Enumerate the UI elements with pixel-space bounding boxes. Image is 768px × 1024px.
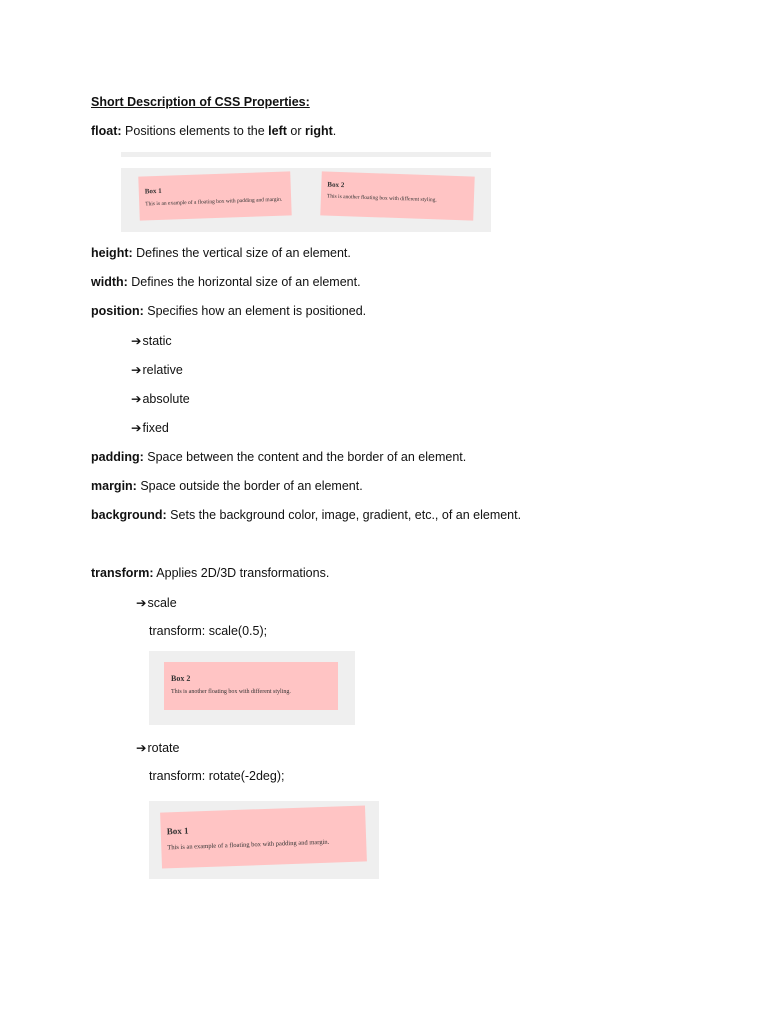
transform-item-scale	[136, 595, 177, 610]
position-value-text: relative	[142, 363, 183, 377]
keyword-right: right	[304, 124, 333, 138]
width-line	[91, 275, 361, 289]
arrow-icon: ➔	[131, 363, 142, 377]
arrow-icon: ➔	[131, 334, 142, 348]
period-text: .	[332, 124, 337, 138]
property-desc: Applies 2D/3D transformations.	[153, 566, 330, 580]
box-text: This is another floating box with different styling.	[171, 689, 291, 695]
property-desc: Specifies how an element is positioned.	[143, 304, 367, 318]
arrow-icon: ➔	[131, 392, 142, 406]
scaled-box	[164, 662, 338, 710]
rotate-demo-panel	[149, 801, 379, 879]
scale-demo-panel	[149, 651, 355, 725]
position-line	[91, 304, 366, 318]
transform-item-label: scale	[147, 596, 177, 610]
property-desc: Sets the background color, image, gradient, etc., of an element.	[166, 508, 522, 522]
position-value-item	[131, 391, 190, 406]
position-value-item	[131, 333, 172, 348]
margin-line	[91, 479, 363, 493]
box-title: Box 2	[327, 180, 345, 190]
property-desc: Defines the horizontal size of an element.	[127, 275, 361, 289]
box-title: Box 2	[171, 674, 191, 683]
property-name: position:	[91, 304, 144, 318]
arrow-icon: ➔	[136, 596, 147, 610]
box-title: Box 1	[166, 825, 189, 837]
float-demo-topbar	[121, 152, 491, 157]
float-box-2	[320, 171, 474, 220]
box-text: This is an example of a floating box with padding and margin.	[145, 196, 283, 208]
property-name: height:	[91, 246, 133, 260]
keyword-left: left	[268, 124, 287, 138]
box-text: This is another floating box with different styling.	[326, 193, 437, 204]
property-name: float:	[91, 124, 122, 138]
property-name: background:	[91, 508, 167, 522]
property-name: padding:	[91, 450, 144, 464]
property-name: width:	[91, 275, 128, 289]
transform-item-rotate	[136, 740, 179, 755]
page-title: Short Description of CSS Properties:	[91, 95, 310, 109]
property-name: transform:	[91, 566, 154, 580]
code-snippet-scale: transform: scale(0.5);	[149, 624, 268, 638]
rotated-box	[160, 805, 367, 868]
height-line	[91, 246, 351, 260]
padding-line	[91, 450, 466, 464]
property-desc: Positions elements to the	[121, 124, 269, 138]
background-line	[91, 508, 521, 522]
float-line	[91, 124, 336, 138]
transform-line	[91, 566, 329, 580]
code-snippet-rotate: transform: rotate(-2deg);	[149, 769, 285, 783]
box-title: Box 1	[144, 186, 162, 196]
position-value-item	[131, 362, 183, 377]
float-box-1	[138, 171, 291, 220]
float-demo-panel	[121, 168, 491, 232]
property-name: margin:	[91, 479, 137, 493]
arrow-icon: ➔	[136, 741, 147, 755]
position-value-item	[131, 420, 169, 435]
position-value-text: fixed	[142, 421, 169, 435]
position-value-text: absolute	[142, 392, 190, 406]
box-text: This is an example of a floating box with padding and margin.	[167, 838, 330, 852]
connector-text: or	[286, 124, 305, 138]
property-desc: Space between the content and the border of an element.	[143, 450, 467, 464]
property-desc: Space outside the border of an element.	[136, 479, 363, 493]
property-desc: Defines the vertical size of an element.	[132, 246, 351, 260]
arrow-icon: ➔	[131, 421, 142, 435]
transform-item-label: rotate	[147, 741, 180, 755]
position-value-text: static	[142, 334, 172, 348]
